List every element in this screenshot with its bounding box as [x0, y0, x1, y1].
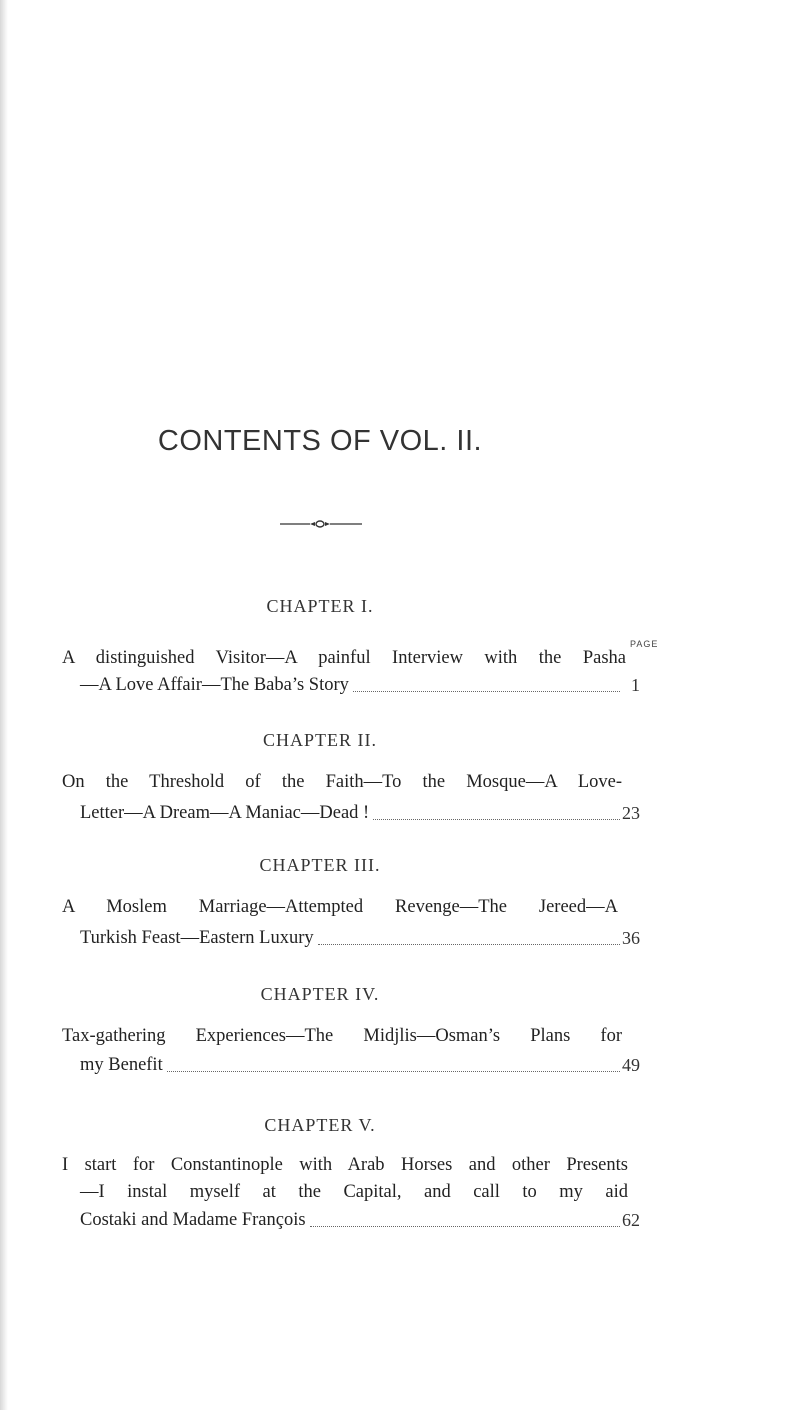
page-number: 49 [622, 1055, 640, 1075]
chapter-entry-line: Turkish Feast—Eastern Luxury [80, 928, 314, 948]
chapter-entry-leader-line [80, 803, 626, 824]
chapter-entry-line: —A Love Affair—The Baba’s Story [80, 675, 349, 695]
page-number: 62 [622, 1210, 640, 1230]
chapter-entry-line: —I instal myself at the Capital, and call to my aid [80, 1182, 628, 1202]
page-column-label: PAGE [630, 639, 659, 649]
chapter-entry-line: A distinguished Visitor—A painful Interview with the Pasha [62, 648, 626, 668]
chapter-heading: CHAPTER I. [266, 596, 374, 616]
page-title: CONTENTS OF VOL. II. [157, 425, 483, 457]
dot-leader [353, 691, 620, 692]
chapter-entry-line: my Benefit [80, 1055, 163, 1075]
dot-leader [167, 1071, 620, 1072]
page-number: 36 [622, 928, 640, 948]
page-number: 23 [622, 803, 640, 823]
ornament-divider [280, 519, 362, 529]
chapter-entry-leader-line [80, 928, 626, 949]
chapter-entry-leader-line [80, 675, 626, 696]
chapter-entry-leader-line [80, 1210, 626, 1231]
chapter-entry-line: Tax-gathering Experiences—The Midjlis—Osman’s Plans for [62, 1026, 622, 1046]
chapter-entry-line: Costaki and Madame François [80, 1210, 306, 1230]
chapter-entry-leader-line [80, 1055, 626, 1076]
chapter-heading: CHAPTER III. [259, 855, 381, 875]
chapter-heading: CHAPTER V. [264, 1115, 376, 1135]
dot-leader [318, 944, 620, 945]
page-edge-shadow [0, 0, 8, 1410]
chapter-entry-line: On the Threshold of the Faith—To the Mosque—A Love- [62, 772, 622, 792]
dot-leader [373, 819, 620, 820]
chapter-entry-line: I start for Constantinople with Arab Horses and other Presents [62, 1155, 628, 1175]
chapter-heading: CHAPTER II. [263, 730, 377, 750]
chapter-heading: CHAPTER IV. [260, 984, 380, 1004]
page-number: 1 [631, 675, 640, 695]
chapter-entry-line: Letter—A Dream—A Maniac—Dead ! [80, 803, 370, 823]
chapter-entry-line: A Moslem Marriage—Attempted Revenge—The Jereed—A [62, 897, 618, 917]
dot-leader [310, 1226, 620, 1227]
